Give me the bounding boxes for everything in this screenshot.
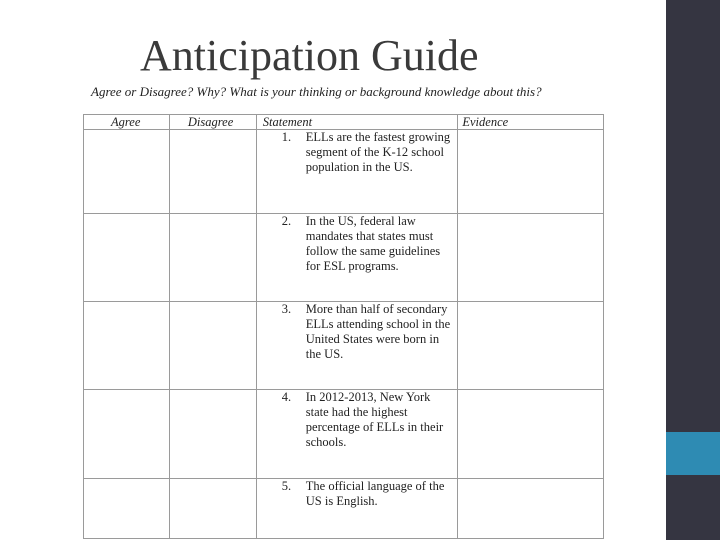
statement-text: In the US, federal law mandates that states must follow the same guidelines for ESL programs. <box>305 214 441 273</box>
agree-cell[interactable] <box>84 302 170 390</box>
evidence-cell[interactable] <box>458 302 604 390</box>
statement-text: In 2012-2013, New York state had the highest percentage of ELLs in their schools. <box>305 390 444 449</box>
right-accent-block <box>666 432 720 475</box>
statement-number: 2. <box>281 214 292 228</box>
evidence-cell[interactable] <box>458 130 604 214</box>
statement-cell <box>256 130 458 214</box>
agree-cell[interactable] <box>84 390 170 479</box>
evidence-cell[interactable] <box>458 390 604 479</box>
disagree-cell[interactable] <box>169 302 256 390</box>
table-row <box>84 479 604 539</box>
statement-cell <box>256 302 458 390</box>
disagree-cell[interactable] <box>169 479 256 539</box>
anticipation-guide-table <box>83 114 604 539</box>
statement-number: 1. <box>281 130 292 144</box>
evidence-cell[interactable] <box>458 214 604 302</box>
statement-cell <box>256 479 458 539</box>
disagree-cell[interactable] <box>169 214 256 302</box>
statement-cell <box>256 214 458 302</box>
statement-text: The official language of the US is English. <box>305 479 445 508</box>
table-row <box>84 214 604 302</box>
statement-number: 3. <box>281 302 292 316</box>
disagree-cell[interactable] <box>169 390 256 479</box>
agree-cell[interactable] <box>84 214 170 302</box>
table-row <box>84 130 604 214</box>
slide-title: Anticipation Guide <box>140 31 479 80</box>
agree-cell[interactable] <box>84 130 170 214</box>
table-row <box>84 390 604 479</box>
slide-subtitle: Agree or Disagree? Why? What is your thinking or background knowledge about this? <box>91 84 542 99</box>
header-disagree: Disagree <box>169 115 256 130</box>
agree-cell[interactable] <box>84 479 170 539</box>
disagree-cell[interactable] <box>169 130 256 214</box>
table-header-row <box>84 115 604 130</box>
statement-number: 5. <box>281 479 292 493</box>
header-statement: Statement <box>256 115 458 130</box>
statement-number: 4. <box>281 390 292 404</box>
statement-text: More than half of secondary ELLs attending school in the United States were born in the US. <box>305 302 451 361</box>
evidence-cell[interactable] <box>458 479 604 539</box>
statement-cell <box>256 390 458 479</box>
header-agree: Agree <box>84 115 170 130</box>
header-evidence: Evidence <box>458 115 604 130</box>
table-row <box>84 302 604 390</box>
statement-text: ELLs are the fastest growing segment of the K-12 school population in the US. <box>305 130 451 174</box>
